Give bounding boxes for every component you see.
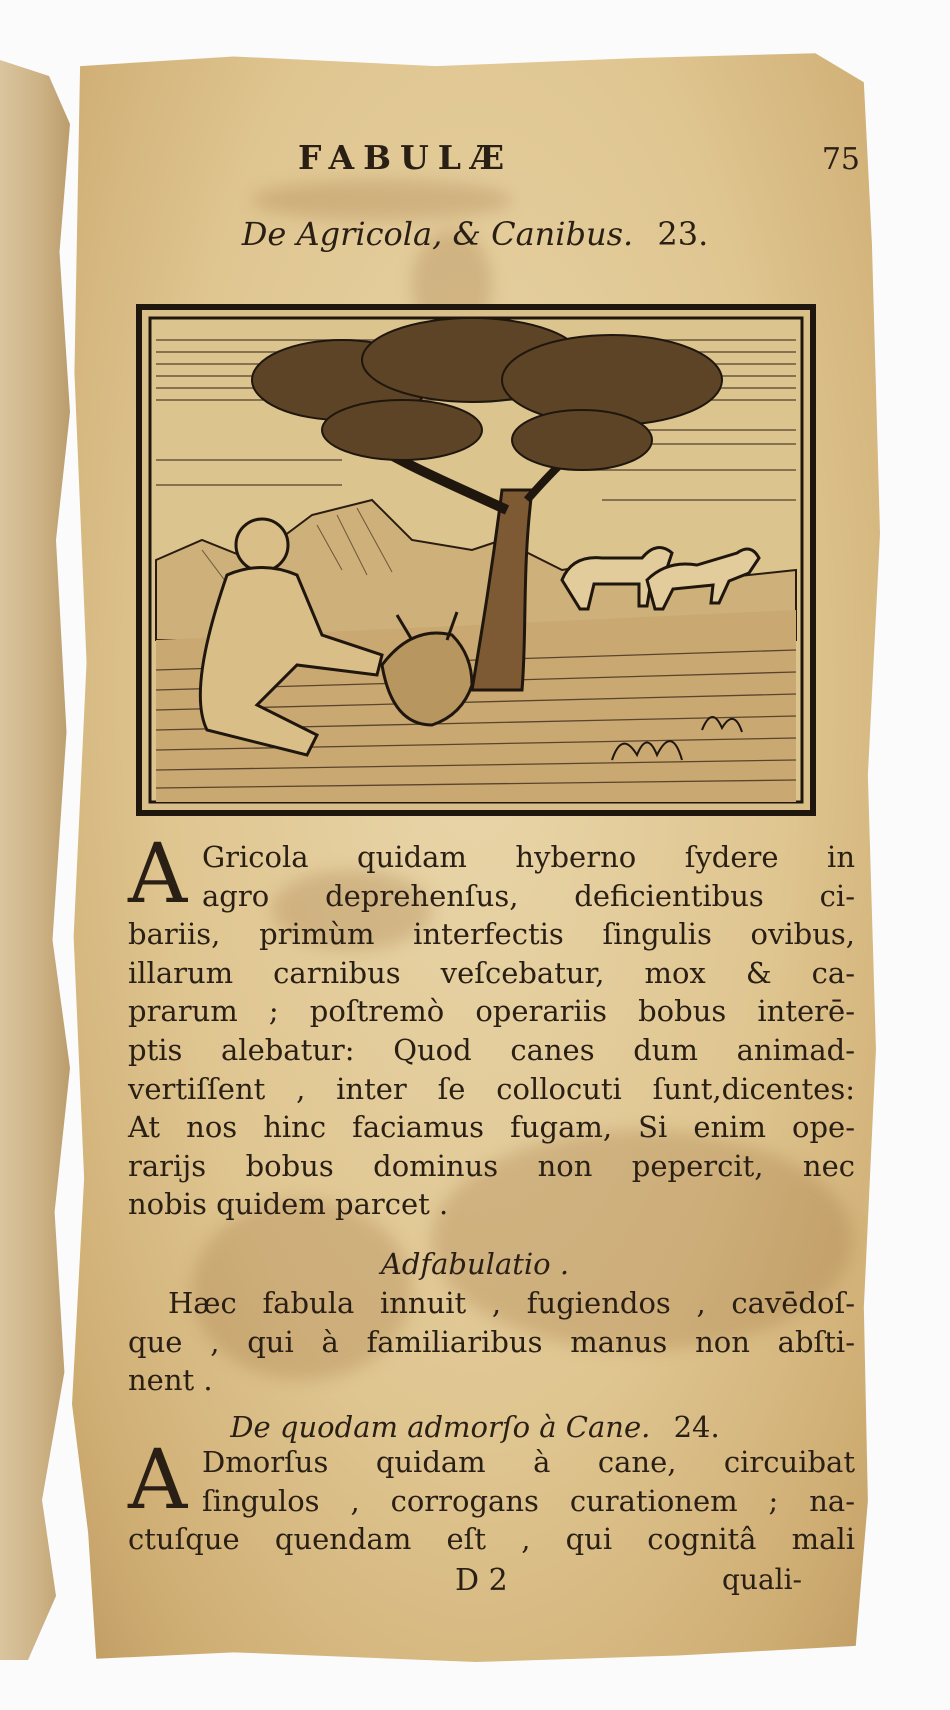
fable-text <box>128 838 855 1224</box>
fable-text <box>128 1443 855 1559</box>
text-line: ptis alebatur: Quod canes dum animad- <box>128 1032 855 1067</box>
text-line: At nos hinc faciamus fugam, Si enim ope- <box>128 1110 855 1145</box>
page-header <box>150 138 860 178</box>
text-line: nobis quidem parcet . <box>128 1187 449 1222</box>
text-line: illarum carnibus veſcebatur, mox & ca- <box>128 955 855 990</box>
moral-heading: Adfabulatio . <box>380 1247 570 1281</box>
woodcut-illustration <box>136 304 816 816</box>
text-line: agro deprehenſus, deficientibus ci- <box>202 878 855 913</box>
text-line: Gricola quidam hyberno ſydere in <box>202 840 855 874</box>
catchword: quali- <box>722 1563 803 1596</box>
fable-number: 23. <box>657 215 709 253</box>
drop-capital: A <box>128 1433 188 1528</box>
text-line: bariis, primùm interfectis ſingulis ovibus, <box>128 917 855 952</box>
text-line: ctuſque quendam eſt , qui cognitâ mali <box>128 1522 855 1557</box>
text-line: Hæc fabula innuit , fugiendos , cavēdoſ- <box>168 1286 855 1320</box>
fable-number: 24. <box>673 1410 720 1444</box>
running-title: FABULÆ <box>298 138 514 177</box>
fable-title-text: De Agricola, & Canibus. <box>241 215 634 253</box>
woodcut-farmer-tree-dogs-image <box>142 310 810 810</box>
page-number: 75 <box>821 142 860 177</box>
text-line: que , qui à familiaribus manus non abſti- <box>128 1324 855 1359</box>
text-line: prarum ; poſtremò operariis bobus interē- <box>128 994 855 1029</box>
text-line: rarijs bobus dominus non pepercit, nec <box>128 1148 855 1183</box>
signature-mark: D 2 <box>455 1563 508 1598</box>
text-line: ſingulos , corrogans curationem ; na- <box>202 1483 855 1518</box>
text-line: vertiſſent , inter ſe collocuti ſunt,dicentes: <box>128 1071 855 1106</box>
text-line: nent . <box>128 1363 213 1398</box>
moral-text <box>128 1284 855 1400</box>
fable-title <box>0 215 950 253</box>
drop-capital: A <box>128 827 188 922</box>
text-line: Dmorſus quidam à cane, circuibat <box>202 1445 855 1479</box>
fable-title-text: De quodam admorſo à Cane. <box>230 1410 651 1444</box>
stain <box>252 180 512 220</box>
